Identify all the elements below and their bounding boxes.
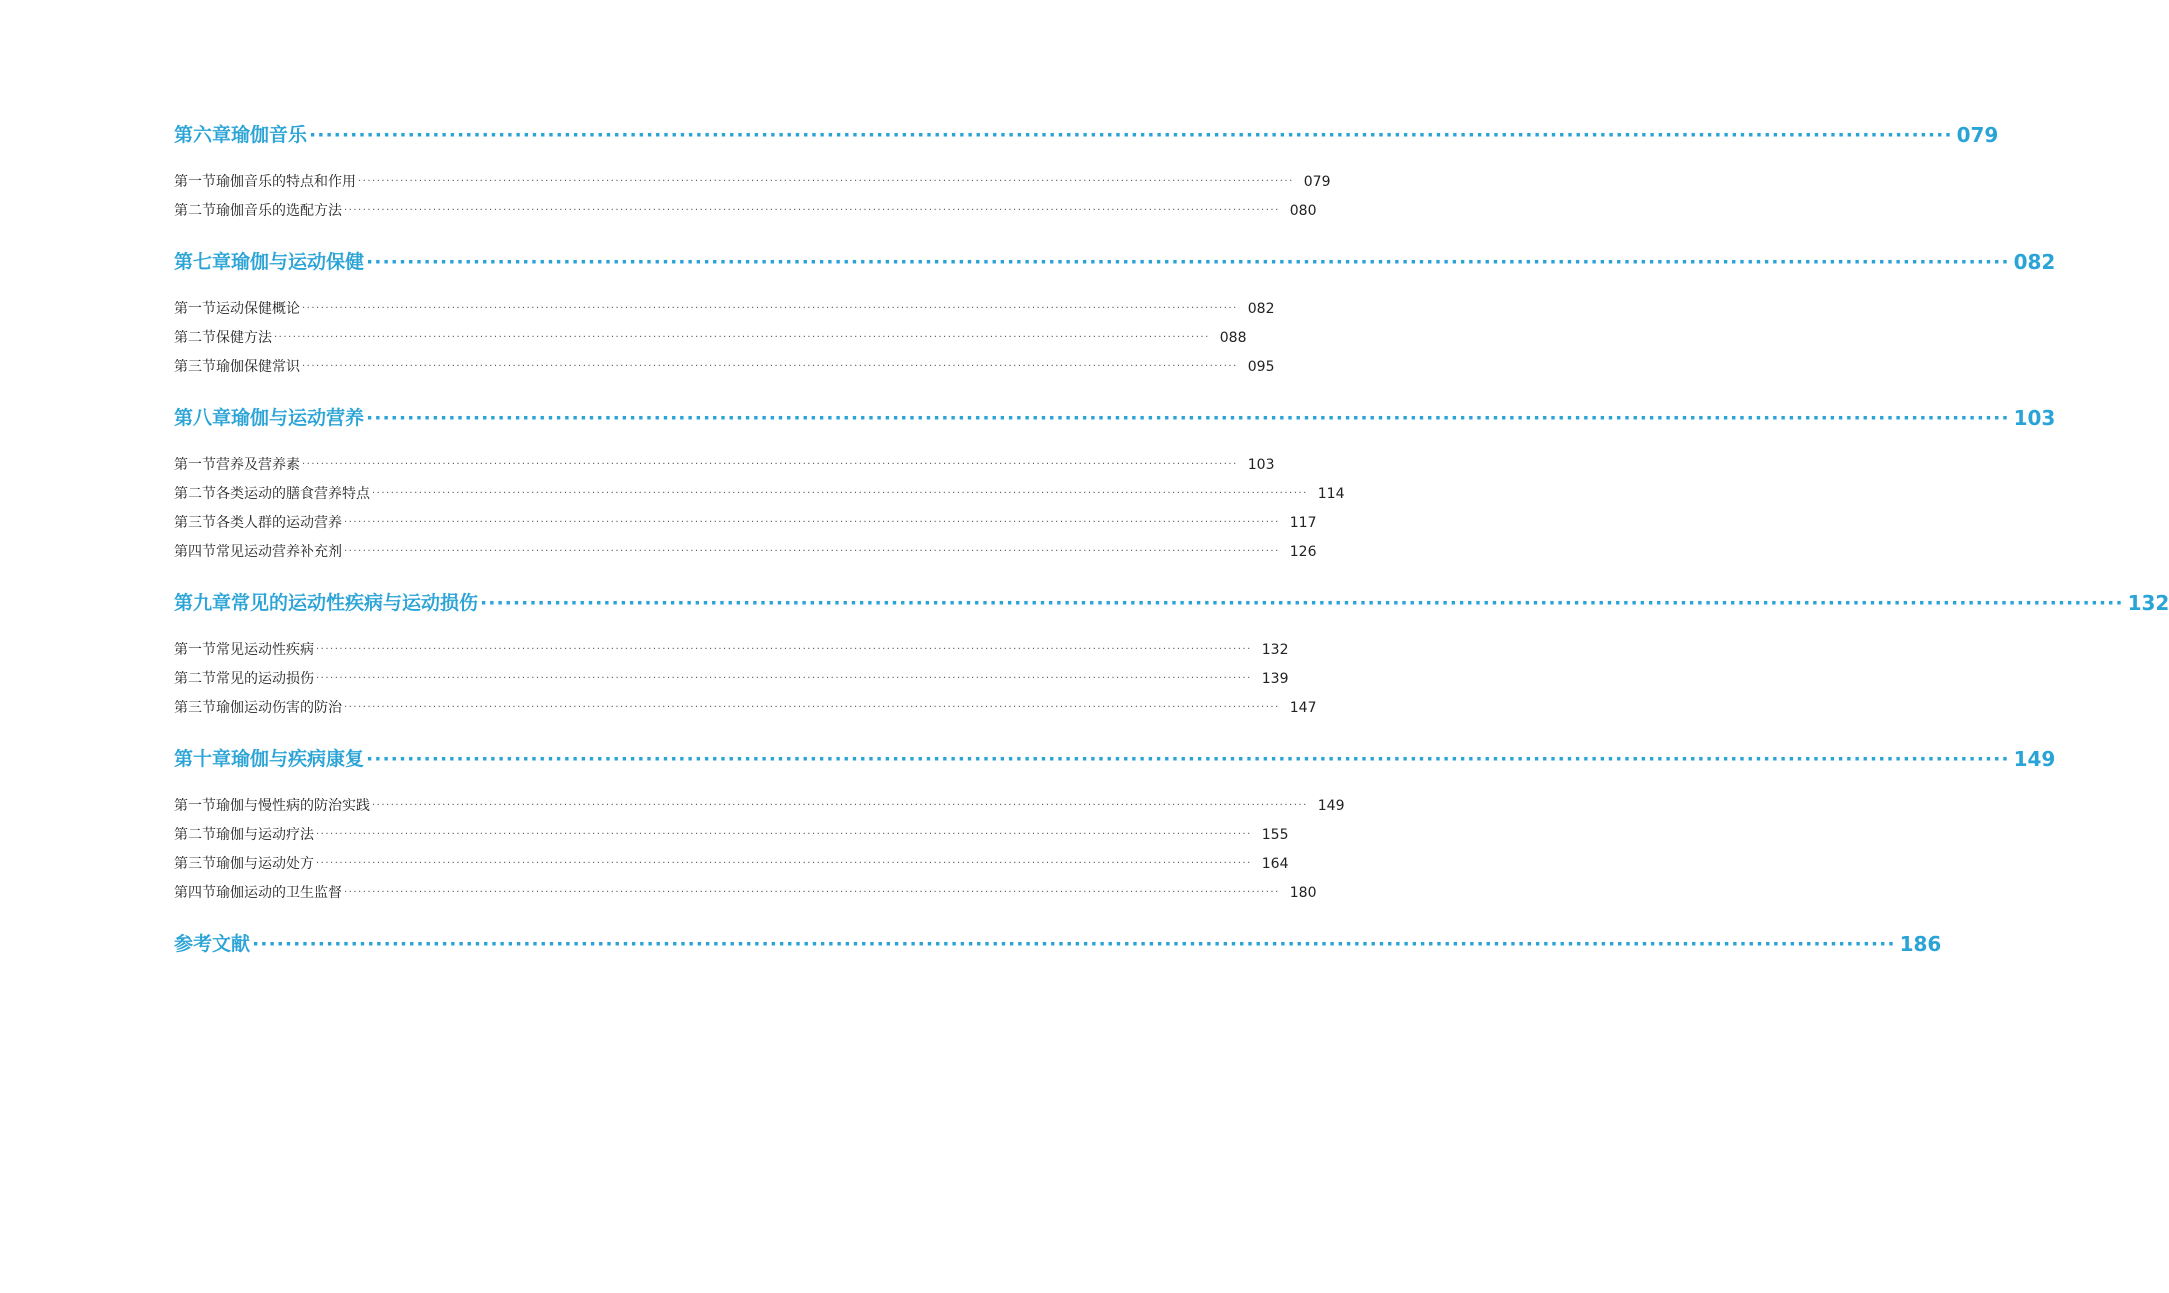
dot-leader: ········································································································································································································: [366, 748, 2010, 770]
chapter-title: 瑜伽音乐: [231, 124, 308, 146]
dot-leader: ········································································································································································································: [316, 829, 1252, 840]
chapter-title: 瑜伽与运动保健: [231, 251, 365, 273]
chapter-title: 瑜伽与运动营养: [231, 407, 365, 429]
toc-section[interactable]: [174, 794, 1345, 818]
toc-chapter[interactable]: [174, 744, 2056, 774]
dot-leader: ········································································································································································································: [316, 644, 1252, 655]
section-title: 常见运动性疾病: [216, 642, 314, 658]
section-page-number: 180: [1289, 885, 1317, 901]
chapter-number: 第六章: [174, 124, 232, 146]
toc-chapter[interactable]: [174, 247, 2056, 277]
references-page-number: 186: [1899, 932, 1942, 956]
dot-leader: ········································································································································································································: [372, 800, 1308, 811]
dot-leader: ········································································································································································································: [302, 459, 1238, 470]
chapter-page-number: 079: [1956, 123, 1999, 147]
dot-leader: ········································································································································································································: [366, 407, 2010, 429]
chapter-number: 第七章: [174, 251, 232, 273]
toc-section[interactable]: [174, 823, 1289, 847]
dot-leader: ········································································································································································································: [302, 361, 1238, 372]
section-number: 第一节: [174, 798, 216, 814]
section-title: 各类人群的运动营养: [216, 515, 342, 531]
toc-section[interactable]: [174, 696, 1317, 720]
dot-leader: ········································································································································································································: [302, 303, 1238, 314]
section-number: 第二节: [174, 486, 216, 502]
chapter-title: 常见的运动性疾病与运动损伤: [231, 592, 479, 614]
chapter-page-number: 082: [2013, 250, 2056, 274]
dot-leader: ········································································································································································································: [366, 251, 2010, 273]
section-page-number: 103: [1247, 457, 1275, 473]
toc-section[interactable]: [174, 511, 1317, 535]
section-number: 第一节: [174, 642, 216, 658]
dot-leader: ········································································································································································································: [344, 546, 1280, 557]
toc-section[interactable]: [174, 540, 1317, 564]
chapter-page-number: 149: [2013, 747, 2056, 771]
section-number: 第二节: [174, 203, 216, 219]
section-title: 瑜伽运动伤害的防治: [216, 700, 342, 716]
section-title: 保健方法: [216, 330, 272, 346]
toc-section[interactable]: [174, 638, 1289, 662]
toc-section[interactable]: [174, 199, 1317, 223]
chapter-title: 瑜伽与疾病康复: [231, 748, 365, 770]
toc-section[interactable]: [174, 852, 1289, 876]
toc-references[interactable]: [174, 929, 1942, 959]
section-page-number: 149: [1317, 798, 1345, 814]
section-page-number: 114: [1317, 486, 1345, 502]
section-number: 第二节: [174, 330, 216, 346]
section-page-number: 080: [1289, 203, 1317, 219]
toc-chapter[interactable]: [174, 588, 2169, 618]
section-title: 瑜伽运动的卫生监督: [216, 885, 342, 901]
toc-section[interactable]: [174, 326, 1247, 350]
section-title: 瑜伽保健常识: [216, 359, 300, 375]
toc-section[interactable]: [174, 297, 1275, 321]
section-title: 各类运动的膳食营养特点: [216, 486, 370, 502]
section-page-number: 082: [1247, 301, 1275, 317]
dot-leader: ········································································································································································································: [358, 176, 1294, 187]
dot-leader: ········································································································································································································: [344, 887, 1280, 898]
section-number: 第一节: [174, 301, 216, 317]
toc-chapter[interactable]: [174, 403, 2056, 433]
section-number: 第三节: [174, 359, 216, 375]
chapter-number: 第九章: [174, 592, 232, 614]
dot-leader: ········································································································································································································: [480, 592, 2124, 614]
section-page-number: 126: [1289, 544, 1317, 560]
section-page-number: 088: [1219, 330, 1247, 346]
section-title: 常见运动营养补充剂: [216, 544, 342, 560]
dot-leader: ········································································································································································································: [316, 673, 1252, 684]
section-page-number: 095: [1247, 359, 1275, 375]
section-title: 瑜伽音乐的选配方法: [216, 203, 342, 219]
dot-leader: ········································································································································································································: [309, 124, 1953, 146]
chapter-page-number: 132: [2127, 591, 2169, 615]
toc-section[interactable]: [174, 170, 1331, 194]
section-page-number: 132: [1261, 642, 1289, 658]
section-page-number: 139: [1261, 671, 1289, 687]
section-page-number: 147: [1289, 700, 1317, 716]
section-number: 第一节: [174, 457, 216, 473]
section-title: 瑜伽与慢性病的防治实践: [216, 798, 370, 814]
toc-section[interactable]: [174, 667, 1289, 691]
section-number: 第二节: [174, 671, 216, 687]
section-number: 第二节: [174, 827, 216, 843]
section-page-number: 079: [1303, 174, 1331, 190]
toc-section[interactable]: [174, 355, 1275, 379]
dot-leader: ········································································································································································································: [252, 933, 1896, 955]
dot-leader: ········································································································································································································: [344, 702, 1280, 713]
section-page-number: 155: [1261, 827, 1289, 843]
toc-section[interactable]: [174, 453, 1275, 477]
dot-leader: ········································································································································································································: [344, 205, 1280, 216]
dot-leader: ········································································································································································································: [344, 517, 1280, 528]
section-number: 第三节: [174, 515, 216, 531]
section-number: 第四节: [174, 544, 216, 560]
section-title: 瑜伽与运动疗法: [216, 827, 314, 843]
section-page-number: 117: [1289, 515, 1317, 531]
toc-section[interactable]: [174, 881, 1317, 905]
section-number: 第四节: [174, 885, 216, 901]
dot-leader: ········································································································································································································: [372, 488, 1308, 499]
chapter-number: 第十章: [174, 748, 232, 770]
section-title: 营养及营养素: [216, 457, 300, 473]
toc-chapter[interactable]: [174, 120, 1999, 150]
references-title: 参考文献: [174, 933, 251, 955]
section-title: 常见的运动损伤: [216, 671, 314, 687]
toc-section[interactable]: [174, 482, 1345, 506]
section-title: 瑜伽音乐的特点和作用: [216, 174, 356, 190]
chapter-page-number: 103: [2013, 406, 2056, 430]
section-title: 运动保健概论: [216, 301, 300, 317]
section-number: 第三节: [174, 856, 216, 872]
chapter-number: 第八章: [174, 407, 232, 429]
section-number: 第三节: [174, 700, 216, 716]
dot-leader: ········································································································································································································: [274, 332, 1210, 343]
section-title: 瑜伽与运动处方: [216, 856, 314, 872]
dot-leader: ········································································································································································································: [316, 858, 1252, 869]
section-page-number: 164: [1261, 856, 1289, 872]
section-number: 第一节: [174, 174, 216, 190]
